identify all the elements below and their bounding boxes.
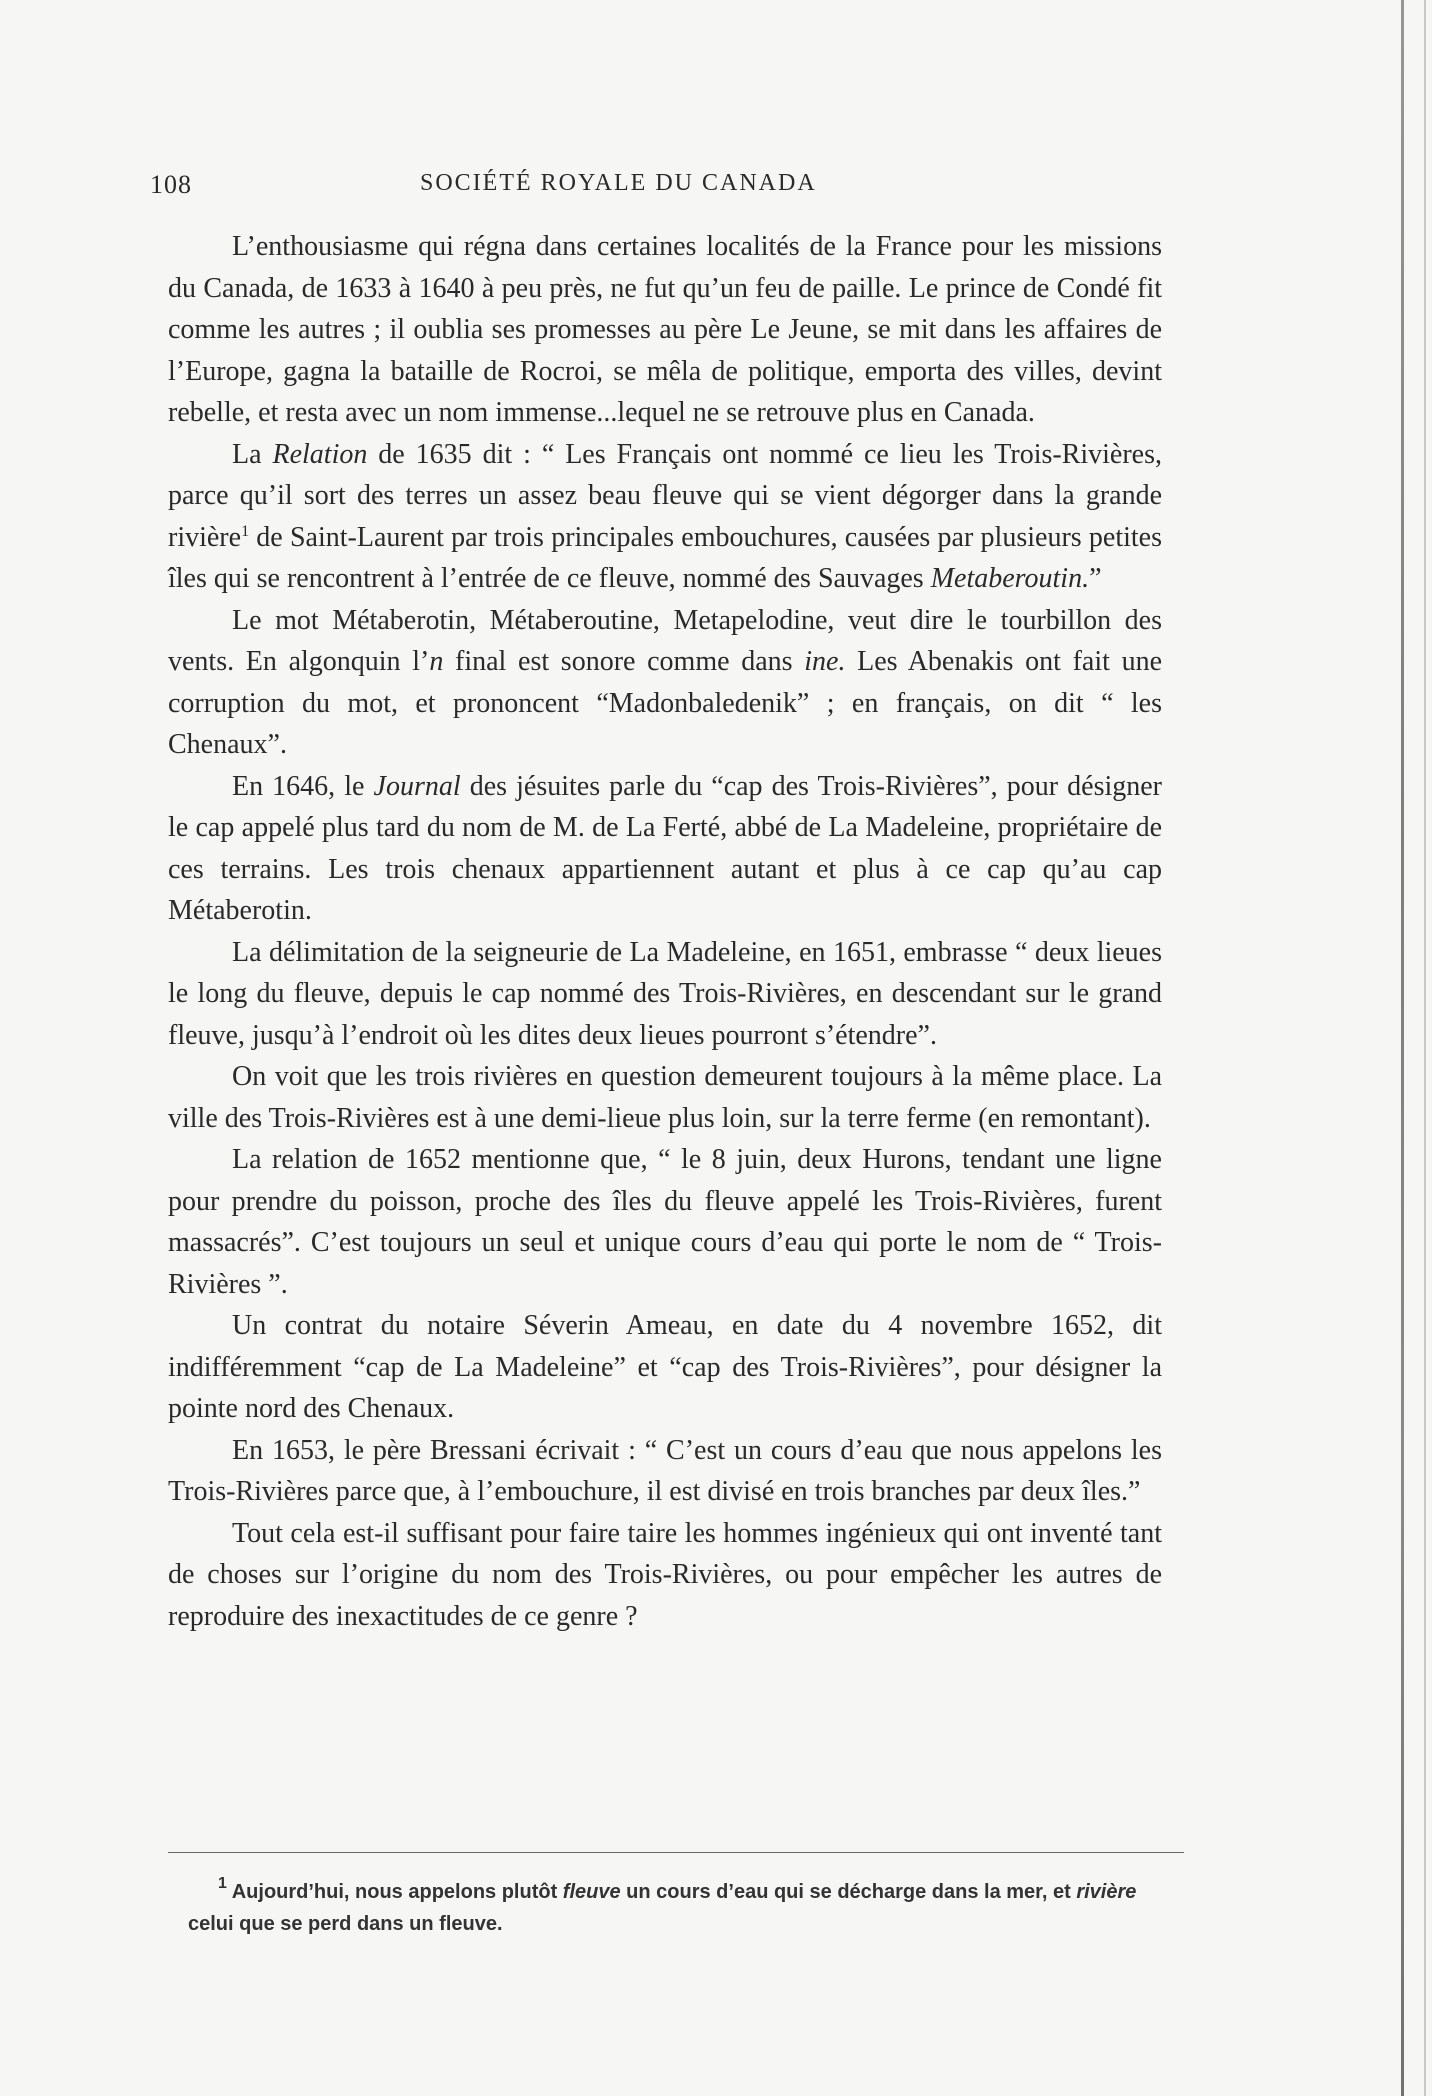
paragraph-10: Tout cela est-il suffisant pour faire taire les hommes ingénieux qui ont inventé tant de choses sur l’origine du nom des Trois-Rivières, ou pour empêcher les autres de reproduire des inexactitudes de ce genre ? bbox=[168, 1517, 1162, 1632]
italic-title: Journal bbox=[373, 770, 461, 802]
page-number: 108 bbox=[150, 170, 192, 199]
page-edge-shadow bbox=[1401, 0, 1404, 2096]
italic-term: Metaberoutin. bbox=[930, 563, 1090, 594]
paragraph-3 bbox=[168, 600, 1162, 766]
page-edge-line bbox=[1424, 0, 1426, 2096]
paragraph-5: La délimitation de la seigneurie de La Madeleine, en 1651, embrasse “ deux lieues le long du fleuve, depuis le cap nommé des Trois-Rivières, en descendant sur le grand fleuve, jusqu’à l’endroit où les dites deux lieues pourront s’étendre”. bbox=[168, 936, 1162, 1051]
italic-term: n bbox=[429, 646, 444, 677]
paragraph-9: En 1653, le père Bressani écrivait : “ C’est un cours d’eau que nous appelons les Trois-Rivières parce que, à l’embouchure, il est divisé en trois branches par deux îles.” bbox=[168, 1434, 1162, 1507]
text-run: un cours d’eau qui se décharge dans la mer, et bbox=[620, 1881, 1077, 1903]
paragraph-2 bbox=[168, 434, 1162, 600]
text-run: ” bbox=[1089, 563, 1102, 594]
running-head: SOCIÉTÉ ROYALE DU CANADA bbox=[420, 170, 817, 196]
italic-term: rivière bbox=[1076, 1881, 1137, 1903]
italic-title: Relation bbox=[272, 438, 368, 470]
paragraph-8: Un contrat du notaire Séverin Ameau, en date du 4 novembre 1652, dit indifféremment “cap de La Madeleine” et “cap des Trois-Rivières”, pour désigner la pointe nord des Chenaux. bbox=[168, 1310, 1162, 1424]
italic-term: ine. bbox=[804, 646, 846, 677]
paragraph-7: La relation de 1652 mentionne que, “ le 8 juin, deux Hurons, tendant une ligne pour prendre du poisson, proche des îles du fleuve appelé les Trois-Rivières, furent massacrés”. C’est toujours un seul et unique cours d’eau qui porte le nom de “ Trois-Rivières ”. bbox=[168, 1144, 1162, 1300]
paragraph-6: On voit que les trois rivières en question demeurent toujours à la même place. La ville des Trois-Rivières est à une demi-lieue plus loin, sur la terre ferme (en remontant). bbox=[168, 1061, 1162, 1134]
text-run: En 1646, le bbox=[232, 770, 374, 802]
text-run: final est sonore comme dans bbox=[443, 646, 805, 677]
text-run: de 1635 dit : “ Les Français ont nommé ce lieu les Trois-Rivières, parce qu’il sort des terres un assez beau fleuve qui se vient dégorger dans la grande rivière bbox=[168, 438, 1163, 553]
footnote-reference: 1 bbox=[241, 522, 250, 540]
text-run: des jésuites parle du “cap des Trois-Rivières”, pour désigner le cap appelé plus tard du nom de M. de La Ferté, abbé de La Madeleine, propriétaire de ces terrains. Les trois chenaux appartiennent autant et plus à ce cap qu’au cap Métaberotin. bbox=[168, 770, 1163, 926]
text-run: Aujourd’hui, nous appelons plutôt bbox=[226, 1881, 563, 1903]
body-text bbox=[168, 226, 1162, 1637]
italic-term: fleuve bbox=[562, 1881, 621, 1903]
text-run: La bbox=[232, 438, 273, 470]
footnote bbox=[188, 1876, 1182, 1940]
text-run: celui que se perd dans un fleuve. bbox=[188, 1913, 503, 1935]
footnote-rule bbox=[168, 1852, 1184, 1853]
footnote-marker: 1 bbox=[218, 1875, 227, 1892]
page-header bbox=[150, 170, 1190, 210]
text-run: Les Abenakis ont fait une corruption du mot, et prononcent “Madonbaledenik” ; en français, on dit “ les Chenaux”. bbox=[168, 646, 1163, 760]
text-run: Le mot Métaberotin, Métaberoutine, Metapelodine, veut dire le tourbillon des vents. En algonquin l’ bbox=[168, 604, 1162, 677]
paragraph-1: L’enthousiasme qui régna dans certaines localités de la France pour les missions du Canada, de 1633 à 1640 à peu près, ne fut qu’un feu de paille. Le prince de Condé fit comme les autres ; il oublia ses promesses au père Le Jeune, se mit dans les affaires de l’Europe, gagna la bataille de Rocroi, se mêla de politique, emporta des villes, devint rebelle, et resta avec un nom immense...lequel ne se retrouve plus en Canada. bbox=[168, 231, 1162, 428]
paragraph-4 bbox=[168, 766, 1162, 932]
text-run: de Saint-Laurent par trois principales embouchures, causées par plusieurs petites îles qui se rencontrent à l’entrée de ce fleuve, nommé des Sauvages bbox=[168, 521, 1162, 594]
